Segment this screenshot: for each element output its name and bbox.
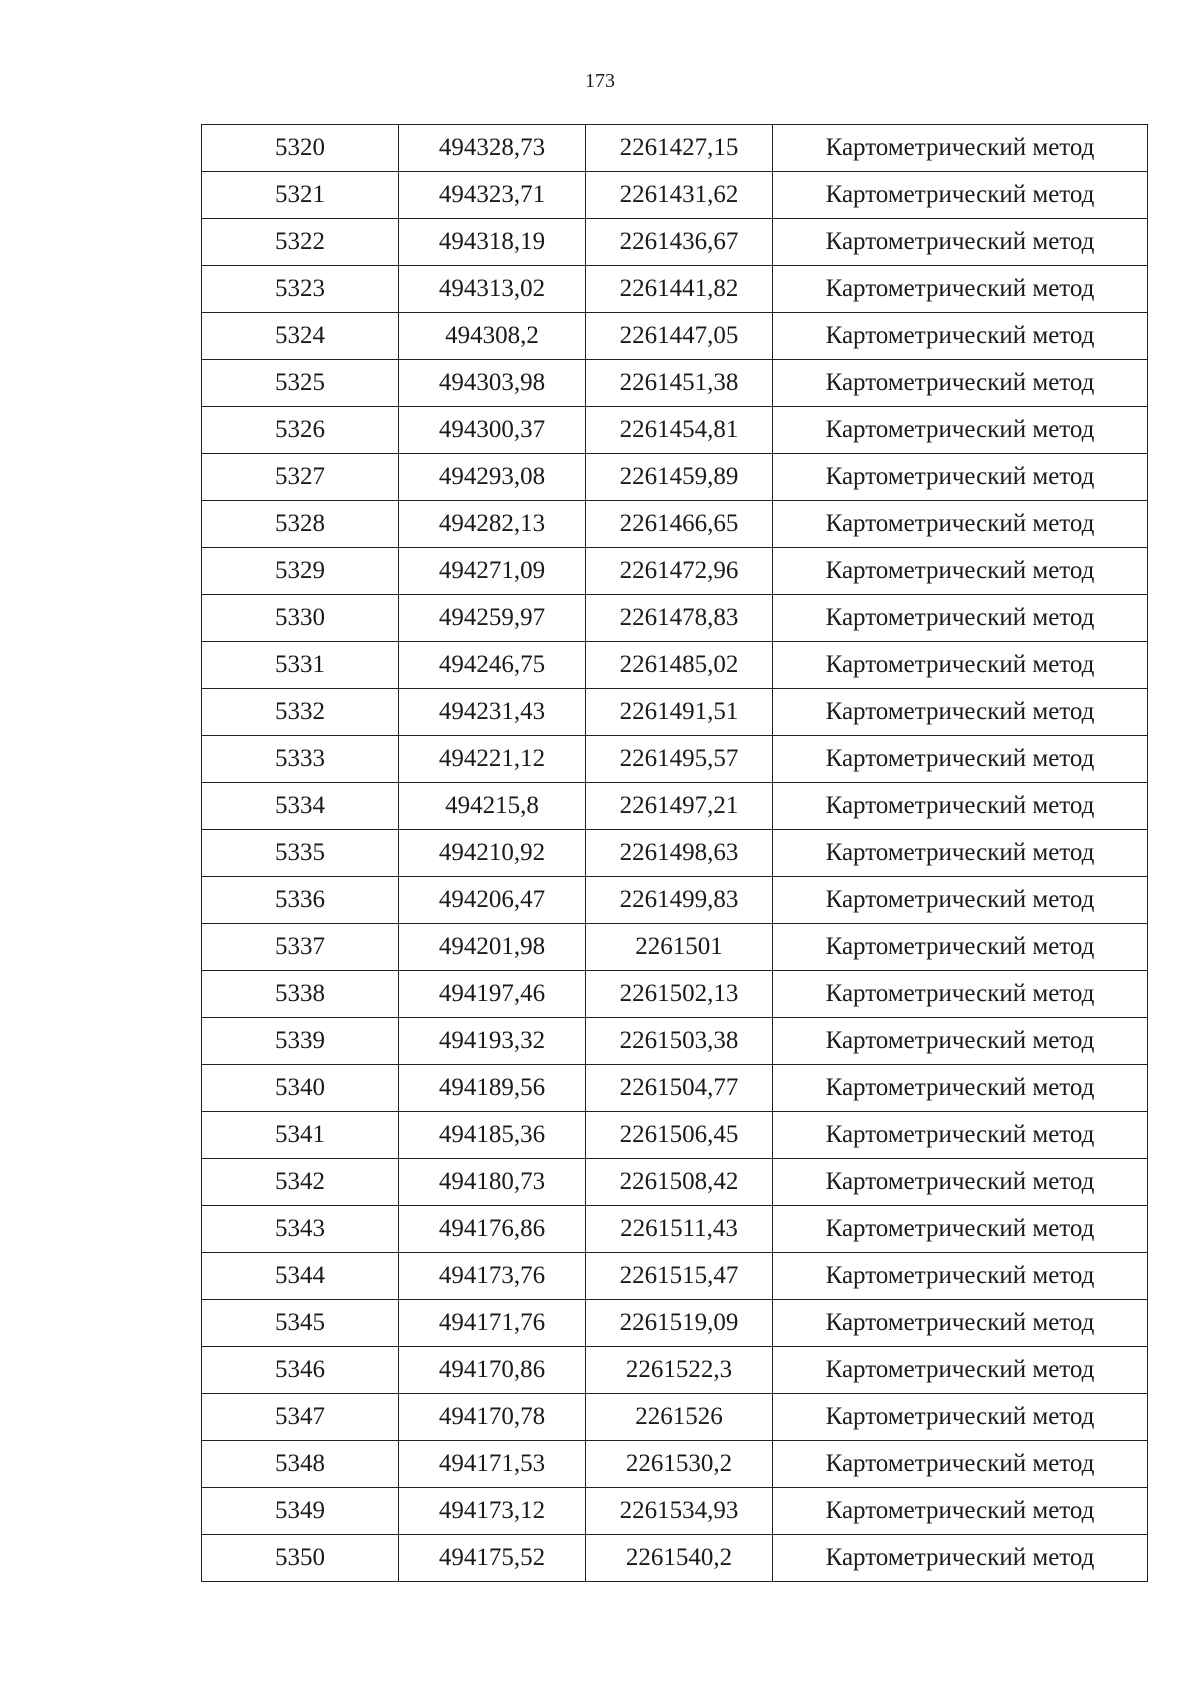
table-row: [202, 501, 1148, 548]
point-number-cell: 5333: [202, 736, 399, 783]
table-row: [202, 595, 1148, 642]
x-coordinate-cell: 494171,76: [399, 1300, 586, 1347]
table-row: [202, 407, 1148, 454]
point-number-cell: 5342: [202, 1159, 399, 1206]
method-cell: Картометрический метод: [773, 971, 1148, 1018]
table-row: [202, 172, 1148, 219]
x-coordinate-cell: 494201,98: [399, 924, 586, 971]
point-number-cell: 5339: [202, 1018, 399, 1065]
x-coordinate-cell: 494170,86: [399, 1347, 586, 1394]
y-coordinate-cell: 2261522,3: [586, 1347, 773, 1394]
y-coordinate-cell: 2261459,89: [586, 454, 773, 501]
method-cell: Картометрический метод: [773, 1112, 1148, 1159]
method-cell: Картометрический метод: [773, 830, 1148, 877]
method-cell: Картометрический метод: [773, 1018, 1148, 1065]
method-cell: Картометрический метод: [773, 783, 1148, 830]
table-row: [202, 1347, 1148, 1394]
y-coordinate-cell: 2261504,77: [586, 1065, 773, 1112]
method-cell: Картометрический метод: [773, 219, 1148, 266]
point-number-cell: 5347: [202, 1394, 399, 1441]
table-row: [202, 971, 1148, 1018]
table-row: [202, 313, 1148, 360]
point-number-cell: 5344: [202, 1253, 399, 1300]
y-coordinate-cell: 2261441,82: [586, 266, 773, 313]
method-cell: Картометрический метод: [773, 125, 1148, 172]
method-cell: Картометрический метод: [773, 266, 1148, 313]
y-coordinate-cell: 2261491,51: [586, 689, 773, 736]
page-number: 173: [585, 70, 615, 92]
x-coordinate-cell: 494293,08: [399, 454, 586, 501]
method-cell: Картометрический метод: [773, 1300, 1148, 1347]
method-cell: Картометрический метод: [773, 924, 1148, 971]
method-cell: Картометрический метод: [773, 1253, 1148, 1300]
table-row: [202, 1018, 1148, 1065]
point-number-cell: 5334: [202, 783, 399, 830]
point-number-cell: 5337: [202, 924, 399, 971]
table-row: [202, 219, 1148, 266]
y-coordinate-cell: 2261478,83: [586, 595, 773, 642]
table-row: [202, 1065, 1148, 1112]
x-coordinate-cell: 494189,56: [399, 1065, 586, 1112]
table-row: [202, 266, 1148, 313]
method-cell: Картометрический метод: [773, 1206, 1148, 1253]
table-row: [202, 1159, 1148, 1206]
point-number-cell: 5329: [202, 548, 399, 595]
x-coordinate-cell: 494271,09: [399, 548, 586, 595]
x-coordinate-cell: 494173,76: [399, 1253, 586, 1300]
point-number-cell: 5341: [202, 1112, 399, 1159]
y-coordinate-cell: 2261498,63: [586, 830, 773, 877]
x-coordinate-cell: 494175,52: [399, 1535, 586, 1582]
method-cell: Картометрический метод: [773, 313, 1148, 360]
x-coordinate-cell: 494328,73: [399, 125, 586, 172]
point-number-cell: 5348: [202, 1441, 399, 1488]
y-coordinate-cell: 2261508,42: [586, 1159, 773, 1206]
point-number-cell: 5320: [202, 125, 399, 172]
point-number-cell: 5325: [202, 360, 399, 407]
method-cell: Картометрический метод: [773, 689, 1148, 736]
point-number-cell: 5336: [202, 877, 399, 924]
table-row: [202, 877, 1148, 924]
table-row: [202, 1535, 1148, 1582]
method-cell: Картометрический метод: [773, 1159, 1148, 1206]
y-coordinate-cell: 2261540,2: [586, 1535, 773, 1582]
point-number-cell: 5324: [202, 313, 399, 360]
y-coordinate-cell: 2261472,96: [586, 548, 773, 595]
y-coordinate-cell: 2261454,81: [586, 407, 773, 454]
method-cell: Картометрический метод: [773, 642, 1148, 689]
x-coordinate-cell: 494176,86: [399, 1206, 586, 1253]
table-row: [202, 1394, 1148, 1441]
x-coordinate-cell: 494215,8: [399, 783, 586, 830]
table-row: [202, 1441, 1148, 1488]
point-number-cell: 5345: [202, 1300, 399, 1347]
point-number-cell: 5323: [202, 266, 399, 313]
method-cell: Картометрический метод: [773, 454, 1148, 501]
table-row: [202, 689, 1148, 736]
y-coordinate-cell: 2261519,09: [586, 1300, 773, 1347]
x-coordinate-cell: 494180,73: [399, 1159, 586, 1206]
table-row: [202, 924, 1148, 971]
x-coordinate-cell: 494323,71: [399, 172, 586, 219]
point-number-cell: 5335: [202, 830, 399, 877]
x-coordinate-cell: 494173,12: [399, 1488, 586, 1535]
method-cell: Картометрический метод: [773, 360, 1148, 407]
method-cell: Картометрический метод: [773, 1488, 1148, 1535]
point-number-cell: 5321: [202, 172, 399, 219]
method-cell: Картометрический метод: [773, 501, 1148, 548]
method-cell: Картометрический метод: [773, 1535, 1148, 1582]
coordinates-table: [201, 124, 1148, 1582]
method-cell: Картометрический метод: [773, 1441, 1148, 1488]
x-coordinate-cell: 494259,97: [399, 595, 586, 642]
x-coordinate-cell: 494210,92: [399, 830, 586, 877]
y-coordinate-cell: 2261502,13: [586, 971, 773, 1018]
point-number-cell: 5327: [202, 454, 399, 501]
x-coordinate-cell: 494231,43: [399, 689, 586, 736]
y-coordinate-cell: 2261451,38: [586, 360, 773, 407]
table-row: [202, 360, 1148, 407]
y-coordinate-cell: 2261503,38: [586, 1018, 773, 1065]
y-coordinate-cell: 2261466,65: [586, 501, 773, 548]
point-number-cell: 5332: [202, 689, 399, 736]
y-coordinate-cell: 2261501: [586, 924, 773, 971]
table-row: [202, 548, 1148, 595]
x-coordinate-cell: 494300,37: [399, 407, 586, 454]
table-row: [202, 1300, 1148, 1347]
y-coordinate-cell: 2261506,45: [586, 1112, 773, 1159]
x-coordinate-cell: 494185,36: [399, 1112, 586, 1159]
point-number-cell: 5326: [202, 407, 399, 454]
point-number-cell: 5340: [202, 1065, 399, 1112]
x-coordinate-cell: 494318,19: [399, 219, 586, 266]
x-coordinate-cell: 494282,13: [399, 501, 586, 548]
x-coordinate-cell: 494171,53: [399, 1441, 586, 1488]
table-row: [202, 1488, 1148, 1535]
y-coordinate-cell: 2261526: [586, 1394, 773, 1441]
y-coordinate-cell: 2261485,02: [586, 642, 773, 689]
y-coordinate-cell: 2261515,47: [586, 1253, 773, 1300]
y-coordinate-cell: 2261530,2: [586, 1441, 773, 1488]
y-coordinate-cell: 2261534,93: [586, 1488, 773, 1535]
method-cell: Картометрический метод: [773, 1347, 1148, 1394]
coordinates-table-body: [202, 125, 1148, 1582]
method-cell: Картометрический метод: [773, 736, 1148, 783]
y-coordinate-cell: 2261495,57: [586, 736, 773, 783]
point-number-cell: 5328: [202, 501, 399, 548]
y-coordinate-cell: 2261427,15: [586, 125, 773, 172]
method-cell: Картометрический метод: [773, 548, 1148, 595]
x-coordinate-cell: 494197,46: [399, 971, 586, 1018]
method-cell: Картометрический метод: [773, 1394, 1148, 1441]
x-coordinate-cell: 494308,2: [399, 313, 586, 360]
point-number-cell: 5343: [202, 1206, 399, 1253]
y-coordinate-cell: 2261497,21: [586, 783, 773, 830]
y-coordinate-cell: 2261431,62: [586, 172, 773, 219]
table-row: [202, 454, 1148, 501]
point-number-cell: 5322: [202, 219, 399, 266]
table-row: [202, 783, 1148, 830]
method-cell: Картометрический метод: [773, 595, 1148, 642]
table-row: [202, 1112, 1148, 1159]
y-coordinate-cell: 2261511,43: [586, 1206, 773, 1253]
point-number-cell: 5346: [202, 1347, 399, 1394]
x-coordinate-cell: 494206,47: [399, 877, 586, 924]
table-row: [202, 1206, 1148, 1253]
y-coordinate-cell: 2261447,05: [586, 313, 773, 360]
y-coordinate-cell: 2261499,83: [586, 877, 773, 924]
x-coordinate-cell: 494303,98: [399, 360, 586, 407]
table-row: [202, 642, 1148, 689]
method-cell: Картометрический метод: [773, 1065, 1148, 1112]
point-number-cell: 5330: [202, 595, 399, 642]
point-number-cell: 5331: [202, 642, 399, 689]
x-coordinate-cell: 494193,32: [399, 1018, 586, 1065]
point-number-cell: 5349: [202, 1488, 399, 1535]
table-row: [202, 830, 1148, 877]
point-number-cell: 5338: [202, 971, 399, 1018]
method-cell: Картометрический метод: [773, 407, 1148, 454]
x-coordinate-cell: 494170,78: [399, 1394, 586, 1441]
x-coordinate-cell: 494313,02: [399, 266, 586, 313]
x-coordinate-cell: 494221,12: [399, 736, 586, 783]
table-row: [202, 1253, 1148, 1300]
table-row: [202, 125, 1148, 172]
table-row: [202, 736, 1148, 783]
method-cell: Картометрический метод: [773, 172, 1148, 219]
x-coordinate-cell: 494246,75: [399, 642, 586, 689]
method-cell: Картометрический метод: [773, 877, 1148, 924]
point-number-cell: 5350: [202, 1535, 399, 1582]
y-coordinate-cell: 2261436,67: [586, 219, 773, 266]
